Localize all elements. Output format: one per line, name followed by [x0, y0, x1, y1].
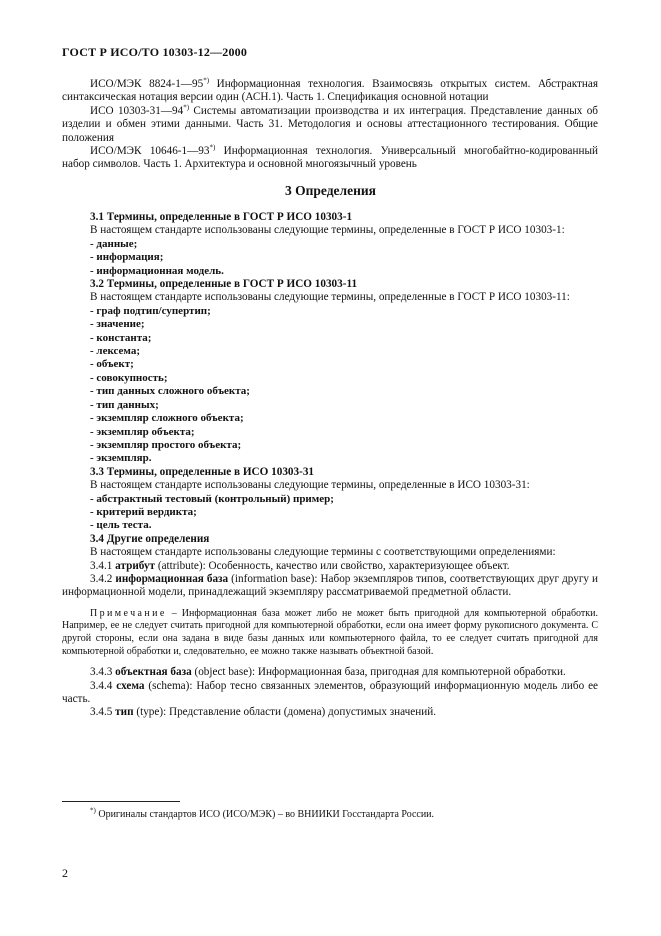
reference-item: ИСО/МЭК 8824-1—95*) Информационная технология. Взаимосвязь открытых систем. Абстрактная синтаксическая нотация версии один (АСН.1). Часть 1. Спецификация основной нотации	[62, 76, 599, 104]
term-item: - константа;	[90, 331, 152, 344]
subsection-heading: 3.4 Другие определения	[90, 532, 210, 545]
subsection-intro: В настоящем стандарте использованы следующие термины с соответствующими определениями:	[90, 546, 556, 559]
term-item: - объект;	[90, 358, 134, 371]
page-number: 2	[62, 866, 68, 880]
definitions-body	[62, 211, 598, 720]
note-label: Примечание	[90, 607, 167, 619]
term-item: - совокупность;	[90, 371, 168, 384]
term-item: - тип данных сложного объекта;	[90, 385, 250, 398]
term-item: - экземпляр простого объекта;	[90, 438, 242, 451]
term-item: - критерий вердикта;	[90, 505, 197, 518]
definition-item: 3.4.5 тип (type): Представление области (домена) допустимых значений.	[90, 706, 437, 719]
term-item: - данные;	[90, 237, 138, 250]
section-title: 3 Определения	[285, 183, 376, 198]
subsection-intro: В настоящем стандарте использованы следующие термины, определенные в ГОСТ Р ИСО 10303-1:	[90, 224, 565, 237]
subsection-heading: 3.3 Термины, определенные в ИСО 10303-31	[90, 465, 315, 478]
term-item: - значение;	[90, 318, 145, 331]
definition-item: 3.4.2 информационная база (information base): Набор экземпляров типов, соответствующих друг другу и информационной модели, принадлежащий экземпляру рассматриваемой предметной области.	[62, 572, 599, 599]
definition-item: 3.4.3 объектная база (object base): Информационная база, пригодная для компьютерной обработки.	[90, 666, 566, 679]
reference-item: ИСО 10303-31—94*) Системы автоматизации производства и их интеграция. Представление данных об изделии и обмен этими данными. Часть 31. Методология и основы аттестационного тестирования. Общие положения	[62, 103, 598, 144]
term-item: - информационная модель.	[90, 264, 224, 277]
definition-item: 3.4.1 атрибут (attribute): Особенность, качество или свойство, характеризующее объект.	[90, 559, 510, 572]
footnote: *) Оригиналы стандартов ИСО (ИСО/МЭК) – во ВНИИКИ Госстандарта России.	[90, 806, 435, 820]
term-item: - экземпляр.	[90, 452, 152, 465]
subsection-heading: 3.2 Термины, определенные в ГОСТ Р ИСО 10303-11	[90, 278, 358, 291]
term-item: - тип данных;	[90, 398, 159, 411]
term-item: - граф подтип/супертип;	[90, 304, 211, 317]
reference-item: ИСО/МЭК 10646-1—93*) Информационная технология. Универсальный многобайтно-кодированный набор символов. Часть 1. Архитектура и основной многоязычный уровень	[62, 143, 598, 171]
subsection-heading: 3.1 Термины, определенные в ГОСТ Р ИСО 10303-1	[90, 211, 353, 223]
note: Примечание – Информационная база может либо не может быть пригодной для компьютерной обработки. Например, ее не следует считать пригодной для компьютерной обработки, если она имеет форму рукописного документа. С другой стороны, если она задана в виде базы данных или компьютерного файла, то ее следует считать пригодной для компьютерной обработки и, следовательно, ее можно также называть объектной базой.	[62, 607, 598, 657]
term-item: - экземпляр сложного объекта;	[90, 412, 244, 425]
document-header: ГОСТ Р ИСО/ТО 10303-12—2000	[62, 45, 248, 59]
term-item: - лексема;	[90, 345, 141, 358]
definition-item: 3.4.4 схема (schema): Набор тесно связанных элементов, образующий информационную модель либо ее часть.	[62, 679, 599, 705]
footnote-divider	[62, 801, 180, 802]
term-item: - экземпляр объекта;	[90, 425, 195, 438]
term-item: - информация;	[90, 251, 164, 264]
subsection-intro: В настоящем стандарте использованы следующие термины, определенные в ИСО 10303-31:	[90, 479, 530, 492]
normative-references	[62, 78, 598, 172]
term-item: - абстрактный тестовый (контрольный) пример;	[90, 492, 334, 505]
subsection-intro: В настоящем стандарте использованы следующие термины, определенные в ГОСТ Р ИСО 10303-11:	[90, 291, 570, 304]
term-item: - цель теста.	[90, 519, 152, 532]
